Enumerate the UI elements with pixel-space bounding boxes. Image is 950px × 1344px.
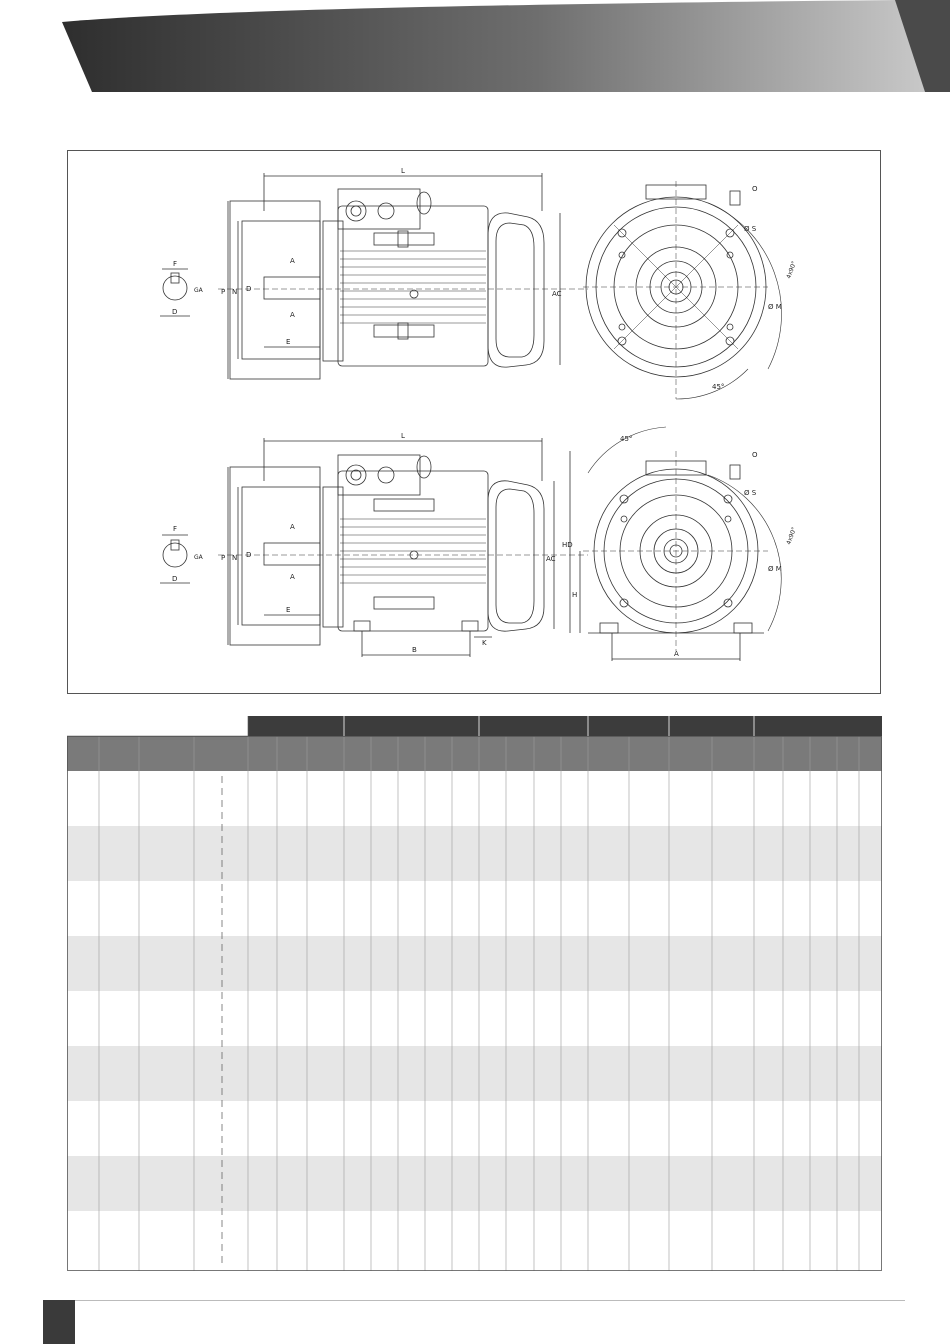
dim-n-top: N	[232, 288, 238, 296]
bolt-s-bottom: Ø S	[744, 489, 757, 497]
pcd-m-top: Ø M	[768, 303, 782, 311]
dim-l-bottom: L	[401, 432, 405, 440]
dim-k: K	[482, 639, 487, 647]
dim-p-top: P	[221, 288, 226, 296]
terminal-o-top: O	[752, 185, 758, 193]
bottom-side-view	[160, 432, 588, 657]
dim-l-top: L	[401, 167, 405, 175]
table-body	[67, 771, 882, 1271]
dim-e-top: E	[286, 338, 291, 346]
dim-ac-bottom: AC	[546, 555, 556, 563]
corner-bottom: 4x90°	[785, 526, 799, 546]
dim-d-key-top: D	[172, 308, 178, 316]
section-a-top-2: A	[290, 311, 295, 319]
dim-p-bottom: P	[221, 554, 226, 562]
angle-45-top: 45°	[712, 383, 725, 391]
table-column-header	[67, 736, 882, 771]
pcd-m-bottom: Ø M	[768, 565, 782, 573]
dim-e-bottom: E	[286, 606, 291, 614]
dim-n-bottom: N	[232, 554, 238, 562]
section-a-bottom-2: A	[290, 573, 295, 581]
dim-f-top: F	[173, 260, 178, 268]
top-side-view	[160, 167, 588, 379]
table-group-header	[248, 716, 882, 736]
section-a-top-1: A	[290, 257, 295, 265]
dim-ac-top: AC	[552, 290, 562, 298]
dim-d-top: D	[246, 285, 252, 293]
header-band	[0, 0, 950, 92]
bolt-s-top: Ø S	[744, 225, 757, 233]
dim-ga-bottom: GA	[194, 554, 203, 561]
dim-d-key-bottom: D	[172, 575, 178, 583]
dim-hd: HD	[562, 541, 573, 549]
dim-b: B	[412, 646, 417, 654]
bottom-front-view	[562, 427, 798, 661]
top-front-view	[583, 181, 798, 399]
footer-tab	[43, 1300, 75, 1344]
dim-a-width: A	[674, 650, 679, 658]
drawing-frame	[67, 150, 881, 694]
footer-rule	[75, 1300, 905, 1301]
corner-top: 4x90°	[785, 260, 799, 280]
dim-ga-top: GA	[194, 287, 203, 294]
dimension-table	[67, 716, 882, 1271]
dim-f-bottom: F	[173, 525, 178, 533]
dim-d-bottom: D	[246, 551, 252, 559]
terminal-o-bottom: O	[752, 451, 758, 459]
angle-45-bottom: 45°	[620, 435, 633, 443]
section-a-bottom-1: A	[290, 523, 295, 531]
dim-h: H	[572, 591, 578, 599]
